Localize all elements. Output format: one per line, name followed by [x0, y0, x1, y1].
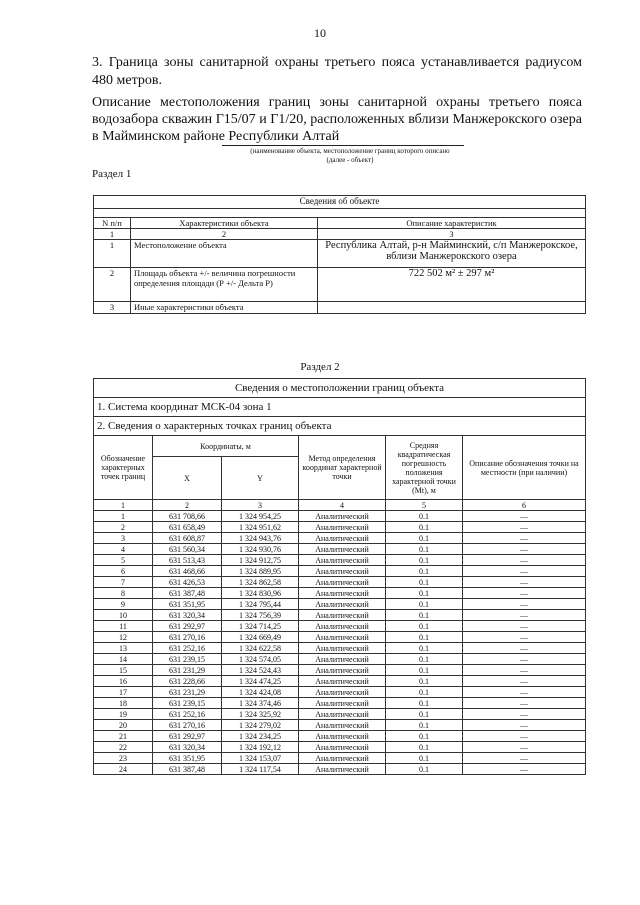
- points-subtitle-line: 2. Сведения о характерных точках границ объекта: [94, 417, 586, 436]
- row-description: [318, 302, 586, 314]
- table-row: [94, 621, 586, 632]
- point-id: 8: [94, 588, 153, 599]
- table-row: [94, 742, 586, 753]
- method: Аналитический: [299, 676, 386, 687]
- header-error: Средняя квадратическая погрешность положения характерной точки (Mt), м: [386, 436, 463, 500]
- coord-y: 1 324 374,46: [222, 698, 299, 709]
- table-row: [94, 632, 586, 643]
- point-description: —: [463, 698, 586, 709]
- coord-y: 1 324 930,76: [222, 544, 299, 555]
- row-characteristic: Площадь объекта +/- величина погрешности определения площади (Р +/- Дельта Р): [131, 268, 318, 302]
- point-id: 1: [94, 511, 153, 522]
- coord-y: 1 324 669,49: [222, 632, 299, 643]
- coord-x: 631 231,29: [153, 665, 222, 676]
- error: 0.1: [386, 511, 463, 522]
- points-body: [94, 511, 586, 775]
- coord-x: 631 239,15: [153, 698, 222, 709]
- object-info-table: [93, 195, 586, 314]
- point-id: 4: [94, 544, 153, 555]
- table-row: [94, 753, 586, 764]
- point-description: —: [463, 588, 586, 599]
- coord-x: 631 513,43: [153, 555, 222, 566]
- point-id: 10: [94, 610, 153, 621]
- coord-x: 631 560,34: [153, 544, 222, 555]
- coord-y: 1 324 830,96: [222, 588, 299, 599]
- error: 0.1: [386, 753, 463, 764]
- index-cell: 2: [153, 500, 222, 511]
- table-row: [94, 698, 586, 709]
- table-row: [94, 643, 586, 654]
- error: 0.1: [386, 731, 463, 742]
- coord-x: 631 231,29: [153, 687, 222, 698]
- point-description: —: [463, 643, 586, 654]
- coord-y: 1 324 622,58: [222, 643, 299, 654]
- point-id: 11: [94, 621, 153, 632]
- coord-x: 631 658,49: [153, 522, 222, 533]
- table-row: [94, 555, 586, 566]
- row-characteristic: Местоположение объекта: [131, 240, 318, 268]
- error: 0.1: [386, 720, 463, 731]
- method: Аналитический: [299, 621, 386, 632]
- coord-x: 631 292,97: [153, 731, 222, 742]
- point-description: —: [463, 676, 586, 687]
- point-description: —: [463, 709, 586, 720]
- coord-y: 1 324 756,39: [222, 610, 299, 621]
- point-id: 12: [94, 632, 153, 643]
- method: Аналитический: [299, 599, 386, 610]
- coordinate-system-line: 1. Система координат МСК-04 зона 1: [94, 398, 586, 417]
- method: Аналитический: [299, 522, 386, 533]
- coord-x: 631 708,66: [153, 511, 222, 522]
- point-id: 21: [94, 731, 153, 742]
- description-title: Описание местоположения границ зоны санитарной охраны третьего пояса водозабора скважин Г15/07 и Г1/20, расположенных вблизи Манжерокского озера в Майминском районе Республики Алтай: [92, 95, 582, 144]
- table-row: [94, 731, 586, 742]
- method: Аналитический: [299, 533, 386, 544]
- point-description: —: [463, 720, 586, 731]
- header-description: Описание характеристик: [318, 218, 586, 229]
- row-description: 722 502 м² ± 297 м²: [318, 268, 586, 302]
- table-row: [94, 610, 586, 621]
- method: Аналитический: [299, 555, 386, 566]
- coord-x: 631 426,53: [153, 577, 222, 588]
- method: Аналитический: [299, 720, 386, 731]
- method: Аналитический: [299, 764, 386, 775]
- table-row: [94, 566, 586, 577]
- header-characteristic: Характеристики объекта: [131, 218, 318, 229]
- index-cell: 1: [94, 229, 131, 240]
- index-cell: 1: [94, 500, 153, 511]
- method: Аналитический: [299, 610, 386, 621]
- point-description: —: [463, 742, 586, 753]
- header-number: N п/п: [94, 218, 131, 229]
- table-row: [94, 654, 586, 665]
- coord-x: 631 320,34: [153, 610, 222, 621]
- point-description: —: [463, 533, 586, 544]
- row-number: 2: [94, 268, 131, 302]
- method: Аналитический: [299, 742, 386, 753]
- point-description: —: [463, 555, 586, 566]
- point-id: 14: [94, 654, 153, 665]
- coord-y: 1 324 325,92: [222, 709, 299, 720]
- method: Аналитический: [299, 511, 386, 522]
- point-id: 19: [94, 709, 153, 720]
- coord-y: 1 324 524,43: [222, 665, 299, 676]
- point-description: —: [463, 610, 586, 621]
- point-description: —: [463, 687, 586, 698]
- point-id: 22: [94, 742, 153, 753]
- point-description: —: [463, 654, 586, 665]
- point-id: 17: [94, 687, 153, 698]
- point-description: —: [463, 753, 586, 764]
- error: 0.1: [386, 698, 463, 709]
- point-id: 18: [94, 698, 153, 709]
- error: 0.1: [386, 566, 463, 577]
- row-description: Республика Алтай, р-н Майминский, с/п Манжерокское, вблизи Манжерокского озера: [318, 240, 586, 268]
- row-characteristic: Иные характеристики объекта: [131, 302, 318, 314]
- coord-y: 1 324 889,95: [222, 566, 299, 577]
- error: 0.1: [386, 687, 463, 698]
- coord-y: 1 324 912,75: [222, 555, 299, 566]
- error: 0.1: [386, 742, 463, 753]
- caption-line-1: (наименование объекта, местоположение границ которого описано: [250, 147, 450, 155]
- error: 0.1: [386, 676, 463, 687]
- boundary-points-table: [93, 378, 586, 775]
- coord-x: 631 608,87: [153, 533, 222, 544]
- point-id: 16: [94, 676, 153, 687]
- point-id: 13: [94, 643, 153, 654]
- method: Аналитический: [299, 709, 386, 720]
- coord-x: 631 228,66: [153, 676, 222, 687]
- coord-x: 631 468,66: [153, 566, 222, 577]
- error: 0.1: [386, 621, 463, 632]
- point-description: —: [463, 665, 586, 676]
- error: 0.1: [386, 764, 463, 775]
- point-id: 20: [94, 720, 153, 731]
- coord-x: 631 270,16: [153, 632, 222, 643]
- section-2-title: Раздел 2: [300, 361, 340, 373]
- table-row: [94, 533, 586, 544]
- table-row: [94, 522, 586, 533]
- error: 0.1: [386, 588, 463, 599]
- row-number: 3: [94, 302, 131, 314]
- coord-y: 1 324 424,08: [222, 687, 299, 698]
- table-row: [94, 577, 586, 588]
- coord-y: 1 324 714,25: [222, 621, 299, 632]
- error: 0.1: [386, 610, 463, 621]
- error: 0.1: [386, 555, 463, 566]
- table-row: [94, 665, 586, 676]
- coord-x: 631 387,48: [153, 764, 222, 775]
- point-id: 7: [94, 577, 153, 588]
- header-description: Описание обозначения точки на местности (при наличии): [463, 436, 586, 500]
- point-id: 6: [94, 566, 153, 577]
- method: Аналитический: [299, 632, 386, 643]
- index-cell: 3: [318, 229, 586, 240]
- coord-x: 631 351,95: [153, 753, 222, 764]
- error: 0.1: [386, 654, 463, 665]
- error: 0.1: [386, 599, 463, 610]
- coord-y: 1 324 234,25: [222, 731, 299, 742]
- method: Аналитический: [299, 577, 386, 588]
- point-description: —: [463, 621, 586, 632]
- coord-y: 1 324 954,25: [222, 511, 299, 522]
- coord-y: 1 324 117,54: [222, 764, 299, 775]
- method: Аналитический: [299, 665, 386, 676]
- error: 0.1: [386, 544, 463, 555]
- point-id: 2: [94, 522, 153, 533]
- coord-y: 1 324 474,25: [222, 676, 299, 687]
- method: Аналитический: [299, 643, 386, 654]
- point-id: 5: [94, 555, 153, 566]
- method: Аналитический: [299, 544, 386, 555]
- coord-y: 1 324 192,12: [222, 742, 299, 753]
- index-cell: 6: [463, 500, 586, 511]
- coord-x: 631 252,16: [153, 709, 222, 720]
- error: 0.1: [386, 665, 463, 676]
- index-cell: 2: [131, 229, 318, 240]
- coord-y: 1 324 153,07: [222, 753, 299, 764]
- point-description: —: [463, 731, 586, 742]
- coord-x: 631 292,97: [153, 621, 222, 632]
- error: 0.1: [386, 577, 463, 588]
- point-id: 3: [94, 533, 153, 544]
- method: Аналитический: [299, 698, 386, 709]
- table-row: [94, 511, 586, 522]
- header-point: Обозначение характерных точек границ: [94, 436, 153, 500]
- coord-x: 631 270,16: [153, 720, 222, 731]
- error: 0.1: [386, 632, 463, 643]
- point-description: —: [463, 764, 586, 775]
- method: Аналитический: [299, 753, 386, 764]
- table-row: [94, 764, 586, 775]
- table-row: [94, 676, 586, 687]
- coord-y: 1 324 943,76: [222, 533, 299, 544]
- table-row: [94, 544, 586, 555]
- caption-line-2: (далее - объект): [326, 156, 374, 164]
- coord-x: 631 252,16: [153, 643, 222, 654]
- point-description: —: [463, 632, 586, 643]
- point-description: —: [463, 511, 586, 522]
- table-row: [94, 588, 586, 599]
- error: 0.1: [386, 522, 463, 533]
- coord-y: 1 324 862,58: [222, 577, 299, 588]
- coord-x: 631 239,15: [153, 654, 222, 665]
- table-row: [94, 687, 586, 698]
- point-id: 9: [94, 599, 153, 610]
- index-cell: 3: [222, 500, 299, 511]
- point-id: 24: [94, 764, 153, 775]
- header-y: Y: [222, 457, 299, 500]
- radius-paragraph: 3. Граница зоны санитарной охраны третьего пояса устанавливается радиусом 480 метров.: [92, 55, 582, 88]
- page-number: 10: [314, 26, 326, 40]
- method: Аналитический: [299, 654, 386, 665]
- spacer-row: [94, 209, 586, 218]
- point-description: —: [463, 599, 586, 610]
- method: Аналитический: [299, 588, 386, 599]
- error: 0.1: [386, 709, 463, 720]
- error: 0.1: [386, 643, 463, 654]
- coord-x: 631 351,95: [153, 599, 222, 610]
- header-x: X: [153, 457, 222, 500]
- object-info-title: Сведения об объекте: [94, 196, 586, 209]
- coord-y: 1 324 951,62: [222, 522, 299, 533]
- method: Аналитический: [299, 566, 386, 577]
- boundary-table-title: Сведения о местоположении границ объекта: [94, 379, 586, 398]
- index-cell: 5: [386, 500, 463, 511]
- index-cell: 4: [299, 500, 386, 511]
- error: 0.1: [386, 533, 463, 544]
- table-row: [94, 720, 586, 731]
- point-description: —: [463, 577, 586, 588]
- table-row: [94, 599, 586, 610]
- coord-x: 631 320,34: [153, 742, 222, 753]
- point-description: —: [463, 566, 586, 577]
- method: Аналитический: [299, 731, 386, 742]
- header-method: Метод определения координат характерной точки: [299, 436, 386, 500]
- coord-y: 1 324 795,44: [222, 599, 299, 610]
- point-description: —: [463, 522, 586, 533]
- section-1-title: Раздел 1: [92, 168, 132, 180]
- point-description: —: [463, 544, 586, 555]
- method: Аналитический: [299, 687, 386, 698]
- coord-y: 1 324 574,05: [222, 654, 299, 665]
- header-coords: Координаты, м: [153, 436, 299, 457]
- table-row: [94, 709, 586, 720]
- title-underline: [222, 145, 464, 146]
- point-id: 23: [94, 753, 153, 764]
- point-id: 15: [94, 665, 153, 676]
- row-number: 1: [94, 240, 131, 268]
- coord-x: 631 387,48: [153, 588, 222, 599]
- coord-y: 1 324 279,02: [222, 720, 299, 731]
